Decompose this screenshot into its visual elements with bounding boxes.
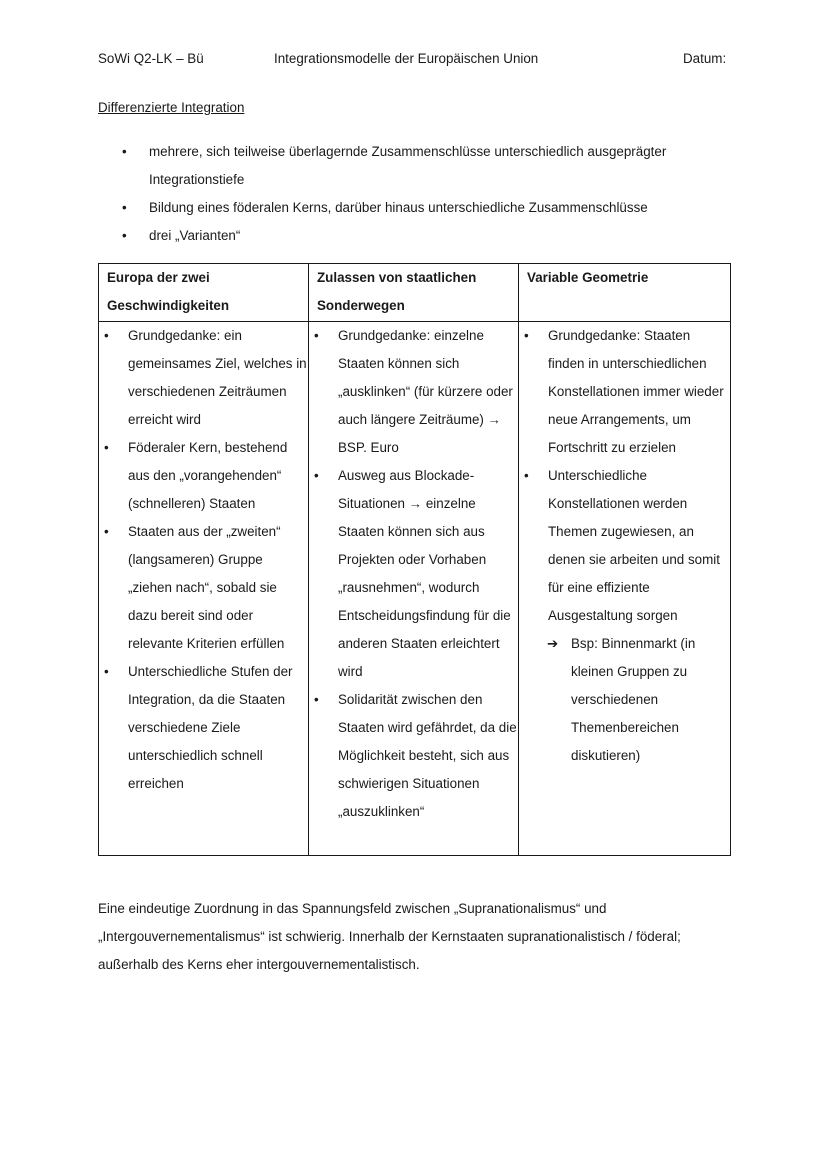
table-row [99,322,731,856]
table-cell [309,322,519,856]
point-list [519,322,730,770]
list-item: • Unterschiedliche Stufen der Integration, da die Staaten verschiedene Ziele unterschiedlich schnell erreichen [99,658,308,798]
list-item: • Grundgedanke: einzelne Staaten können sich „ausklinken“ (für kürzere oder auch längere Zeiträume) → BSP. Euro [309,322,518,462]
list-item: • Staaten aus der „zweiten“ (langsameren) Gruppe „ziehen nach“, sobald sie dazu bereit sind oder relevante Kriterien erfüllen [99,518,308,658]
column-heading-variable-geometry: Variable Geometrie [519,264,731,322]
table-cell [519,322,731,856]
sub-item-text: Bsp: Binnenmarkt (in kleinen Gruppen zu verschiedenen Themenbereichen diskutieren) [571,636,696,763]
table-cell [99,322,309,856]
intro-point: • drei „Varianten“ [120,222,740,250]
conclusion-paragraph: Eine eindeutige Zuordnung in das Spannungsfeld zwischen „Supranationalismus“ und „Intergouvernementalismus“ ist schwierig. Innerhalb der Kernstaaten supranationalistisch / föderal; außerhalb des Kerns eher intergouvernementalistisch. [98,901,681,972]
course-label: SoWi Q2-LK – Bü [98,51,204,66]
arrow-right-icon: ➔ [547,636,559,651]
point-list [309,322,518,826]
list-item: • Unterschiedliche Konstellationen werden Themen zugewiesen, an denen sie arbeiten und somit für eine effiziente Ausgestaltung sorgen [519,462,730,630]
point-list [99,322,308,798]
intro-point: • Bildung eines föderalen Kerns, darüber hinaus unterschiedliche Zusammenschlüsse [120,194,740,222]
list-item: • Grundgedanke: ein gemeinsames Ziel, welches in verschiedenen Zeiträumen erreicht wird [99,322,308,434]
table-header-row [99,264,731,322]
document-title: Integrationsmodelle der Europäischen Union [274,51,539,66]
intro-point: • mehrere, sich teilweise überlagernde Zusammenschlüsse unterschiedlich ausgeprägter Integrationstiefe [120,138,740,194]
sub-list-item [519,630,730,770]
integration-models-table [98,263,731,856]
list-item: • Föderaler Kern, bestehend aus den „vorangehenden“ (schnelleren) Staaten [99,434,308,518]
column-heading-two-speed: Europa der zwei Geschwindigkeiten [99,264,309,322]
list-item: • Solidarität zwischen den Staaten wird gefährdet, da die Möglichkeit besteht, sich aus schwierigen Situationen „auszuklinken“ [309,686,518,826]
list-item: • Ausweg aus Blockade-Situationen → einzelne Staaten können sich aus Projekten oder Vorhaben „rausnehmen“, wodurch Entscheidungsfindung für die anderen Staaten erleichtert wird [309,462,518,686]
list-item: • Grundgedanke: Staaten finden in unterschiedlichen Konstellationen immer wieder neue Arrangements, um Fortschritt zu erzielen [519,322,730,462]
column-heading-special-paths: Zulassen von staatlichen Sonderwegen [309,264,519,322]
date-label: Datum: [683,51,727,66]
intro-list [120,138,740,250]
section-title: Differenzierte Integration [98,100,245,115]
